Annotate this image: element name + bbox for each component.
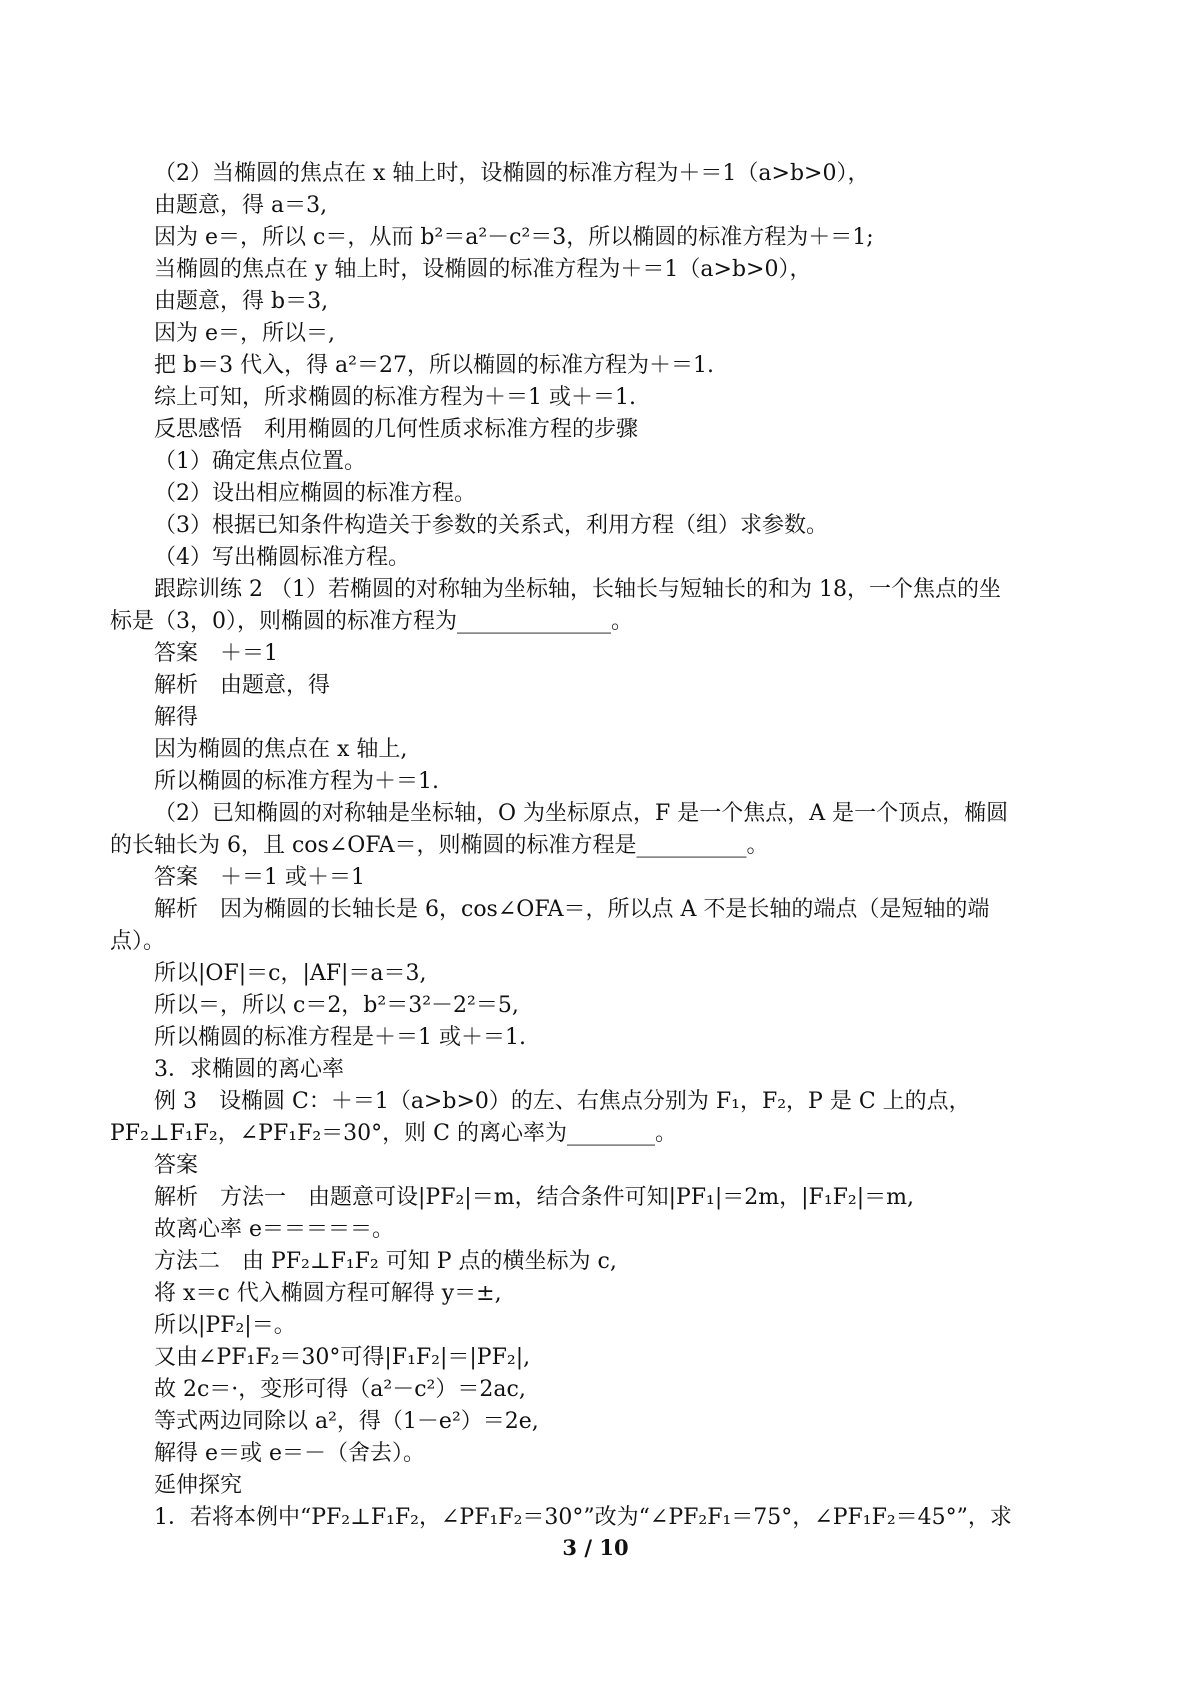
text-line: 因为 e＝，所以＝,	[154, 321, 336, 346]
text-line: 1．若将本例中“PF₂⊥F₁F₂，∠PF₁F₂＝30°”改为“∠PF₂F₁＝75°，∠PF₁F₂＝45°”，求	[154, 1505, 1012, 1530]
text-line: 解得	[154, 705, 199, 730]
text-line: 故 2c＝·，变形可得（a²－c²）＝2ac,	[154, 1377, 526, 1402]
section-heading: 3．求椭圆的离心率	[154, 1057, 344, 1082]
list-item: （2）设出相应椭圆的标准方程。	[154, 481, 476, 506]
text-line: 将 x＝c 代入椭圆方程可解得 y＝±,	[154, 1281, 502, 1306]
text-line: 所以＝，所以 c＝2，b²＝3²－2²＝5,	[154, 993, 519, 1018]
answer-line: 答案	[154, 1153, 199, 1178]
text-line: 点）。	[110, 929, 166, 954]
example-text: PF₂⊥F₁F₂，∠PF₁F₂＝30°，则 C 的离心率为________。	[110, 1121, 677, 1146]
text-line: 所以|PF₂|＝。	[154, 1313, 296, 1338]
text-line: 由题意，得 b＝3,	[154, 289, 329, 314]
example-text: 例 3 设椭圆 C：＋＝1（a>b>0）的左、右焦点分别为 F₁，F₂，P 是 C 上的点，	[154, 1089, 971, 1114]
text-line: 所以|OF|＝c，|AF|＝a＝3,	[154, 961, 427, 986]
answer-line: 答案 ＋＝1	[154, 641, 278, 666]
text-line: 等式两边同除以 a²，得（1－e²）＝2e,	[154, 1409, 539, 1434]
text-line: 所以椭圆的标准方程是＋＝1 或＋＝1.	[154, 1025, 526, 1050]
text-line: （2）当椭圆的焦点在 x 轴上时，设椭圆的标准方程为＋＝1（a>b>0），	[154, 161, 870, 186]
list-item: （4）写出椭圆标准方程。	[154, 545, 410, 570]
text-line: 把 b＝3 代入，得 a²＝27，所以椭圆的标准方程为＋＝1.	[154, 353, 714, 378]
text-line: 因为 e＝，所以 c＝，从而 b²＝a²－c²＝3，所以椭圆的标准方程为＋＝1;	[154, 225, 874, 250]
exercise-text: 标是（3，0），则椭圆的标准方程为______________。	[110, 609, 633, 634]
answer-line: 答案 ＋＝1 或＋＝1	[154, 865, 365, 890]
text-line: 又由∠PF₁F₂＝30°可得|F₁F₂|＝|PF₂|,	[154, 1345, 531, 1370]
page-number: 3 / 10	[562, 1535, 629, 1560]
exercise-text: 跟踪训练 2 （1）若椭圆的对称轴为坐标轴，长轴长与短轴长的和为 18，一个焦点的坐	[154, 577, 1001, 602]
document-body	[110, 158, 1090, 1534]
exercise-text: （2）已知椭圆的对称轴是坐标轴，O 为坐标原点，F 是一个焦点，A 是一个顶点，椭圆	[154, 801, 1009, 826]
text-line: 由题意，得 a＝3,	[154, 193, 328, 218]
list-item: （1）确定焦点位置。	[154, 449, 366, 474]
text-line: 所以椭圆的标准方程为＋＝1.	[154, 769, 439, 794]
analysis-line: 解析 因为椭圆的长轴长是 6，cos∠OFA＝，所以点 A 不是长轴的端点（是短轴的端	[154, 897, 990, 922]
text-line: 解得 e＝或 e＝－（舍去）。	[154, 1441, 426, 1466]
section-heading: 延伸探究	[154, 1473, 243, 1498]
section-heading: 反思感悟 利用椭圆的几何性质求标准方程的步骤	[154, 417, 639, 442]
analysis-line: 解析 由题意，得	[154, 673, 331, 698]
exercise-text: 的长轴长为 6，且 cos∠OFA＝，则椭圆的标准方程是__________。	[110, 833, 769, 858]
text-line: 当椭圆的焦点在 y 轴上时，设椭圆的标准方程为＋＝1（a>b>0），	[154, 257, 812, 282]
list-item: （3）根据已知条件构造关于参数的关系式，利用方程（组）求参数。	[154, 513, 828, 538]
text-line: 综上可知，所求椭圆的标准方程为＋＝1 或＋＝1.	[154, 385, 636, 410]
text-line: 故离心率 e＝＝＝＝＝。	[154, 1217, 395, 1242]
text-line: 方法二 由 PF₂⊥F₁F₂ 可知 P 点的横坐标为 c,	[154, 1249, 617, 1274]
text-line: 因为椭圆的焦点在 x 轴上,	[154, 737, 408, 762]
analysis-line: 解析 方法一 由题意可设|PF₂|＝m，结合条件可知|PF₁|＝2m，|F₁F₂|＝m,	[154, 1185, 914, 1210]
